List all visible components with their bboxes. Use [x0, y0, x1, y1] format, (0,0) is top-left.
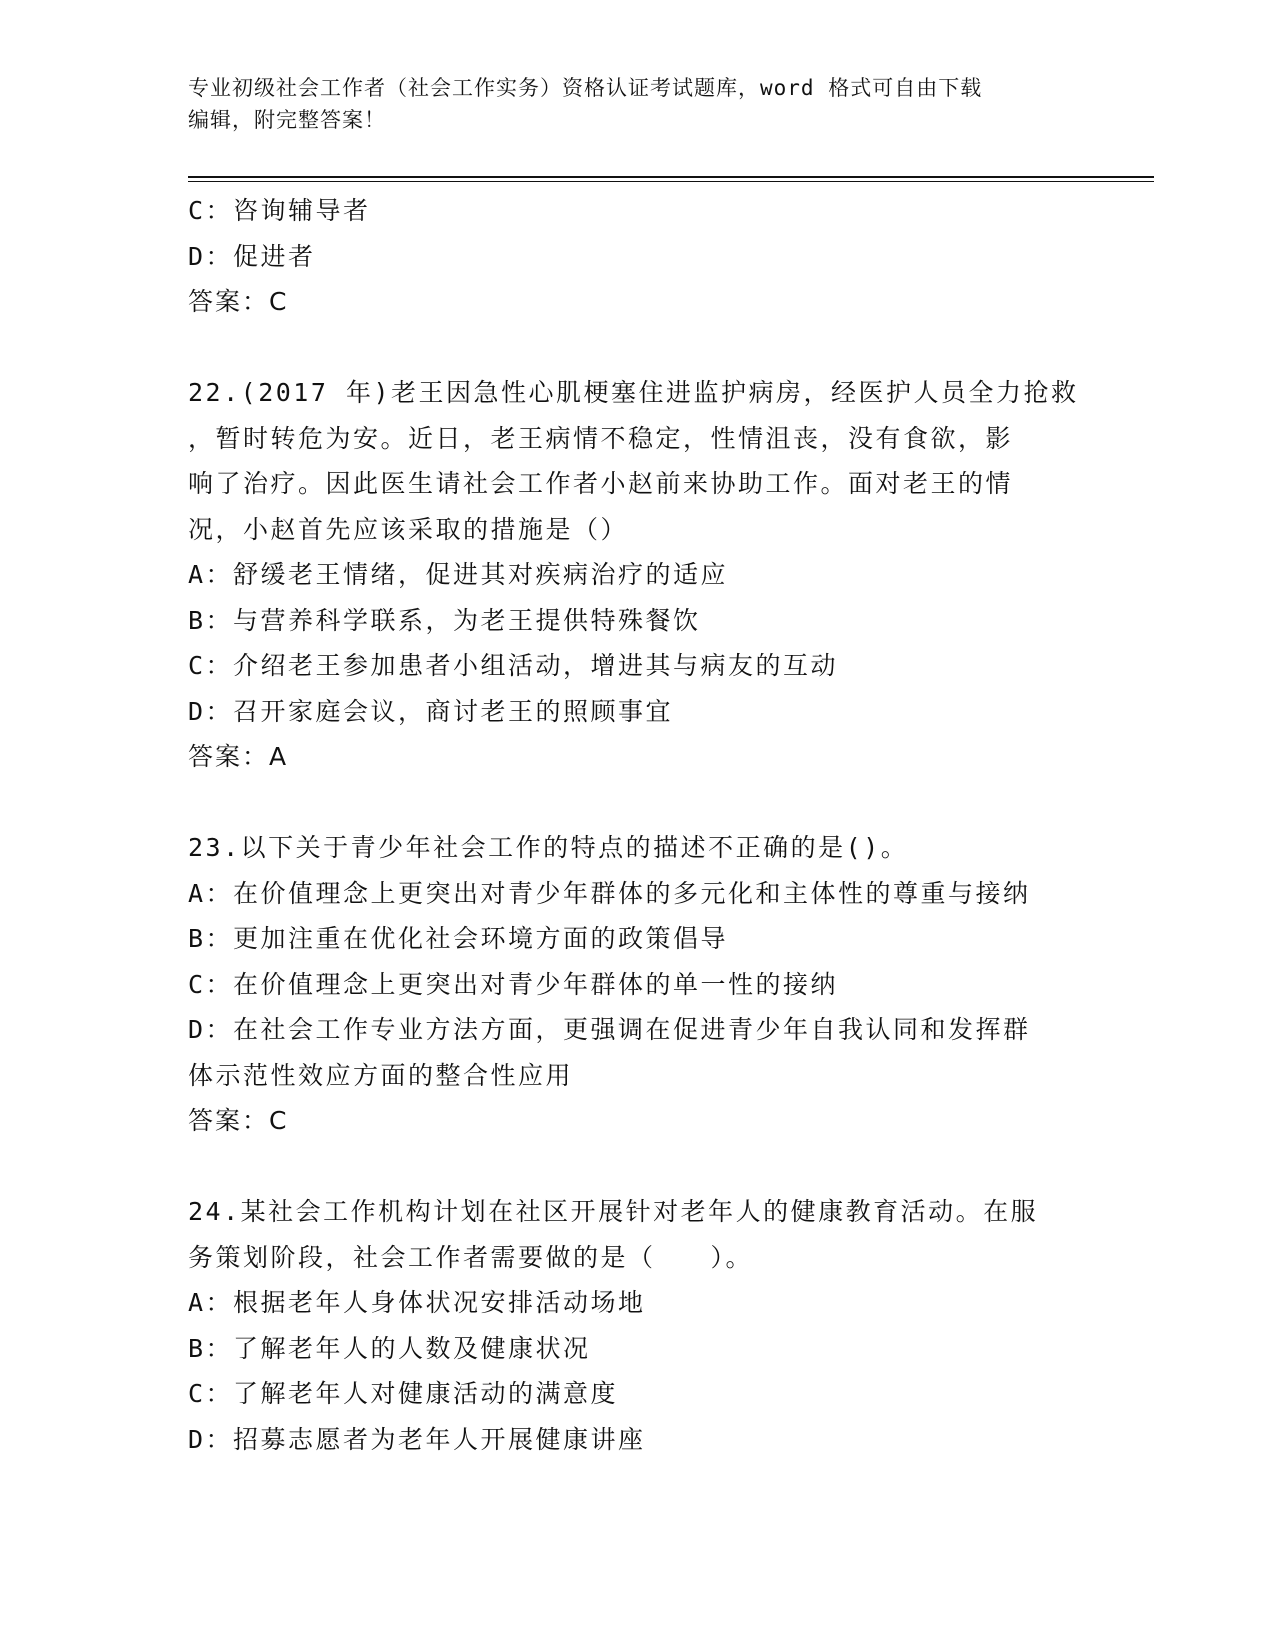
question-stem-line: 24.某社会工作机构计划在社区开展针对老年人的健康教育活动。在服 — [188, 1197, 1039, 1226]
option-a: A：在价值理念上更突出对青少年群体的多元化和主体性的尊重与接纳 — [188, 878, 1031, 908]
option-a: A：根据老年人身体状况安排活动场地 — [188, 1288, 646, 1317]
question-24 — [188, 1189, 1088, 1462]
option-d: D：召开家庭会议，商讨老王的照顾事宜 — [188, 696, 674, 726]
header-divider-thin — [188, 181, 1154, 182]
option-d: D：招募志愿者为老年人开展健康讲座 — [188, 1424, 646, 1454]
answer-line: 答案：C — [188, 287, 289, 316]
option-c: C：在价值理念上更突出对青少年群体的单一性的接纳 — [188, 969, 839, 999]
question-stem-line: ，暂时转危为安。近日，老王病情不稳定，性情沮丧，没有食欲，影 — [188, 423, 1014, 453]
option-c: C：咨询辅导者 — [188, 196, 371, 225]
option-c: C：介绍老王参加患者小组活动，增进其与病友的互动 — [188, 651, 839, 680]
header-title-line-1: 专业初级社会工作者（社会工作实务）资格认证考试题库，word 格式可自由下载 — [188, 76, 983, 100]
option-c: C：了解老年人对健康活动的满意度 — [188, 1379, 619, 1408]
option-d-line: D：在社会工作专业方法方面，更强调在促进青少年自我认同和发挥群 — [188, 1015, 1031, 1044]
option-d: D：促进者 — [188, 241, 316, 271]
question-22 — [188, 370, 1088, 780]
option-b: B：了解老年人的人数及健康状况 — [188, 1333, 591, 1363]
page-header — [188, 72, 1088, 136]
question-stem-line: 响了治疗。因此医生请社会工作者小赵前来协助工作。面对老王的情 — [188, 469, 1014, 498]
question-23 — [188, 825, 1088, 1144]
option-b: B：更加注重在优化社会环境方面的政策倡导 — [188, 924, 729, 953]
question-list — [188, 188, 1088, 1462]
spacer — [188, 1144, 1088, 1190]
question-stem-line: 22.(2017 年)老王因急性心肌梗塞住进监护病房，经医护人员全力抢救 — [188, 378, 1079, 407]
question-stem-line: 务策划阶段，社会工作者需要做的是（ ）。 — [188, 1242, 754, 1272]
question-stem-line: 23.以下关于青少年社会工作的特点的描述不正确的是()。 — [188, 833, 909, 862]
question-21-tail — [188, 188, 1088, 325]
option-d-line: 体示范性效应方面的整合性应用 — [188, 1060, 574, 1090]
question-stem-line: 况，小赵首先应该采取的措施是（） — [188, 514, 629, 544]
answer-line: 答案：C — [188, 1106, 289, 1135]
header-divider-thick — [188, 176, 1154, 178]
header-title-line-2: 编辑，附完整答案！ — [188, 108, 386, 132]
answer-line: 答案：A — [188, 742, 289, 771]
spacer — [188, 325, 1088, 371]
option-b: B：与营养科学联系，为老王提供特殊餐饮 — [188, 605, 701, 635]
spacer — [188, 780, 1088, 826]
option-a: A：舒缓老王情绪，促进其对疾病治疗的适应 — [188, 560, 729, 589]
